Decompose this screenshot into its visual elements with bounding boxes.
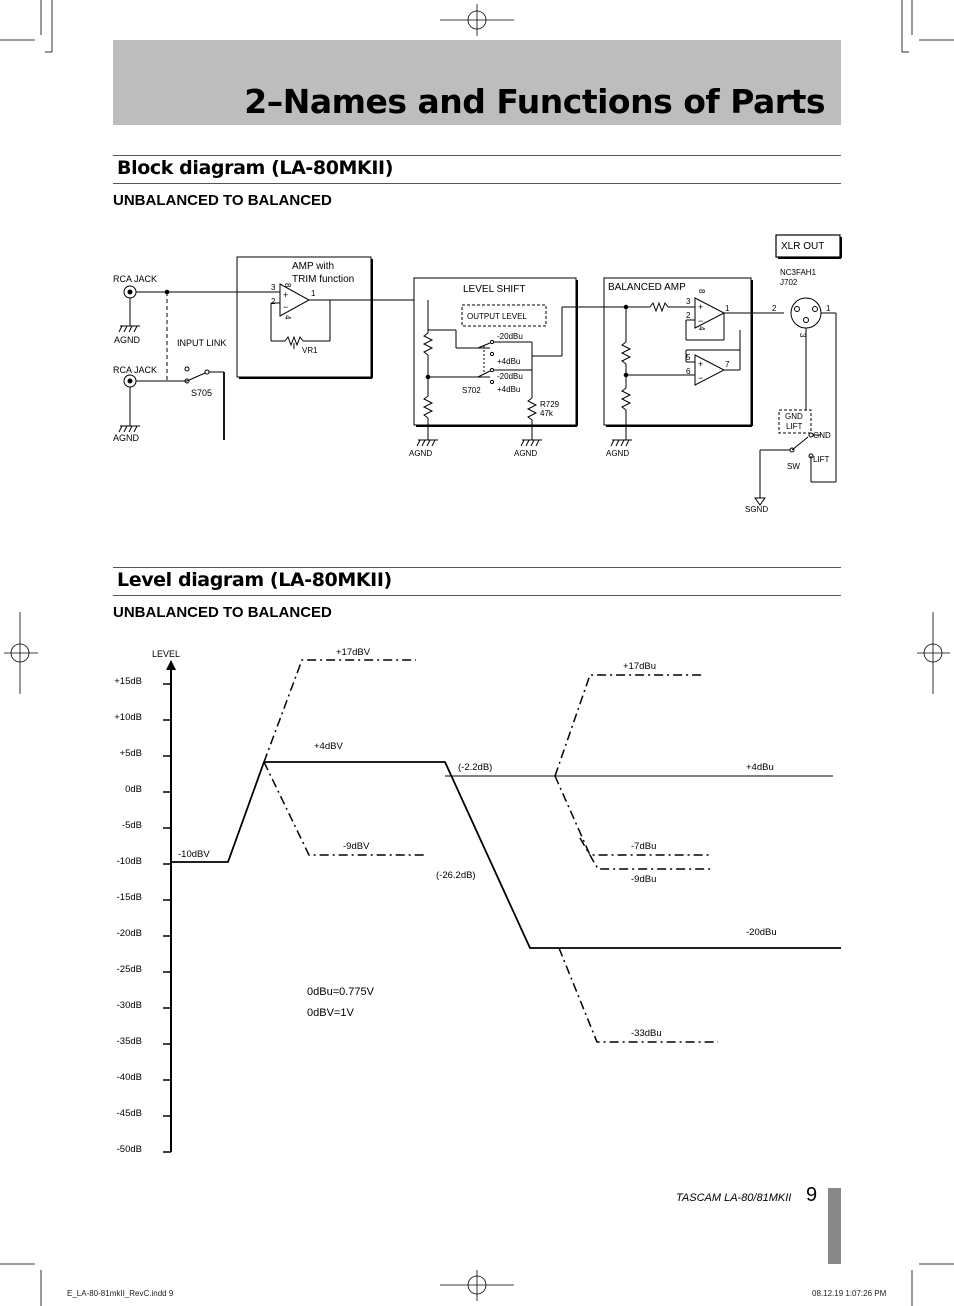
level-tick-label: -40dB bbox=[116, 1072, 142, 1083]
level-tick-label: -45dB bbox=[116, 1108, 142, 1119]
label-m33dbu: -33dBu bbox=[631, 1028, 662, 1039]
level-tick-label: -15dB bbox=[116, 892, 142, 903]
pin-label: 4 bbox=[283, 315, 292, 320]
pin-label: 8 bbox=[283, 283, 292, 288]
main-level-line bbox=[172, 762, 841, 948]
thumb-tab bbox=[828, 1188, 841, 1264]
gnd-lift-label-1: GND bbox=[785, 412, 803, 421]
label-m7dbu: -7dBu bbox=[631, 841, 657, 852]
rca-jack-label-1: RCA JACK bbox=[113, 274, 158, 284]
level-tick-label: -30dB bbox=[116, 1000, 142, 1011]
level-tick-label: -25dB bbox=[116, 964, 142, 975]
page-title: 2–Names and Functions of Parts bbox=[244, 82, 825, 121]
page-number: 9 bbox=[806, 1184, 818, 1206]
plus-sign: + bbox=[698, 359, 704, 369]
pin-label: 7 bbox=[725, 360, 730, 369]
output-level-label: OUTPUT LEVEL bbox=[467, 312, 527, 321]
footer-brand: TASCAM LA-80/81MKII bbox=[676, 1192, 792, 1204]
label-m10dbv: -10dBV bbox=[178, 849, 210, 860]
file-slug: E_LA-80-81mkII_RevC.indd 9 bbox=[67, 1289, 174, 1298]
pin-label: 2 bbox=[271, 297, 276, 306]
note-0dbv: 0dBV=1V bbox=[307, 1007, 354, 1019]
pin-label: 2 bbox=[772, 304, 777, 313]
agnd-label: AGND bbox=[113, 433, 140, 443]
level-tick-label: -35dB bbox=[116, 1036, 142, 1047]
pin-label: 2 bbox=[686, 311, 691, 320]
pin-label: 3 bbox=[686, 297, 691, 306]
level-tick-label: -20dB bbox=[116, 928, 142, 939]
level-tick-label: -50dB bbox=[116, 1144, 142, 1155]
amp-title-1: AMP with bbox=[292, 261, 335, 272]
input-link-label: INPUT LINK bbox=[177, 338, 227, 348]
level-tick-label: +15dB bbox=[114, 676, 142, 687]
label-p4dbu: +4dBu bbox=[746, 762, 774, 773]
pin-label: 1 bbox=[725, 304, 730, 313]
balanced-amp-label: BALANCED AMP bbox=[608, 282, 686, 293]
level-tick-label: +5dB bbox=[119, 748, 142, 759]
sw-label: -20dBu bbox=[497, 372, 523, 381]
level-diagram-subheading: UNBALANCED TO BALANCED bbox=[113, 604, 332, 621]
block-diagram-heading-text: Block diagram (LA-80MKII) bbox=[117, 157, 393, 179]
pin-label: 1 bbox=[311, 289, 316, 298]
label-m26-2db: (-26.2dB) bbox=[436, 870, 476, 881]
pin-label: 3 bbox=[798, 333, 807, 338]
level-tick-label: 0dB bbox=[125, 784, 142, 795]
s705-label: S705 bbox=[191, 388, 213, 398]
sw-label: +4dBu bbox=[497, 385, 521, 394]
plus-sign: + bbox=[283, 290, 289, 300]
xlr-out-label: XLR OUT bbox=[781, 241, 825, 252]
date-slug: 08.12.19 1:07:26 PM bbox=[812, 1289, 887, 1298]
level-diagram-heading-text: Level diagram (LA-80MKII) bbox=[117, 569, 392, 591]
rca-jack-label-2: RCA JACK bbox=[113, 365, 158, 375]
gnd-label: GND bbox=[813, 431, 831, 440]
label-m9dbu: -9dBu bbox=[631, 874, 657, 885]
label-p4dbv: +4dBV bbox=[314, 741, 343, 752]
level-tick-label: -5dB bbox=[121, 820, 142, 831]
plus-sign: + bbox=[698, 302, 704, 312]
agnd-label: AGND bbox=[114, 335, 141, 345]
label-m20dbu: -20dBu bbox=[746, 927, 777, 938]
pin-label: 3 bbox=[271, 283, 276, 292]
minus-sign: − bbox=[698, 373, 704, 383]
pin-label: 8 bbox=[697, 289, 706, 294]
nc3fah1-label: NC3FAH1 bbox=[780, 268, 817, 277]
agnd-label: AGND bbox=[409, 449, 433, 458]
sw-label: +4dBu bbox=[497, 357, 521, 366]
label-m9dbv: -9dBV bbox=[343, 841, 370, 852]
r729-value: 47k bbox=[540, 409, 553, 418]
amp-title-2: TRIM function bbox=[292, 274, 355, 285]
level-tick-label: -10dB bbox=[116, 856, 142, 867]
label-p17dbv: +17dBV bbox=[336, 647, 371, 658]
sw-label: SW bbox=[787, 462, 800, 471]
block-diagram-subheading: UNBALANCED TO BALANCED bbox=[113, 192, 332, 209]
j702-label: J702 bbox=[780, 278, 798, 287]
agnd-label: AGND bbox=[514, 449, 538, 458]
gnd-lift-label-2: LIFT bbox=[786, 422, 803, 431]
r729-label: R729 bbox=[540, 400, 560, 409]
s702-label: S702 bbox=[462, 386, 481, 395]
vr1-label: VR1 bbox=[302, 346, 318, 355]
label-p17dbu: +17dBu bbox=[623, 661, 657, 672]
level-shift-label: LEVEL SHIFT bbox=[463, 284, 526, 295]
minus-sign: − bbox=[698, 316, 704, 326]
lift-label: LIFT bbox=[813, 455, 830, 464]
pin-label: 4 bbox=[697, 326, 706, 331]
minus-sign: − bbox=[283, 302, 289, 312]
label-m2-2db: (-2.2dB) bbox=[458, 762, 493, 773]
sw-label: -20dBu bbox=[497, 332, 523, 341]
pin-label: 1 bbox=[826, 304, 831, 313]
level-tick-label: +10dB bbox=[114, 712, 142, 723]
pin-label: 5 bbox=[686, 353, 691, 362]
pin-label: 6 bbox=[686, 367, 691, 376]
sgnd-label: SGND bbox=[745, 505, 769, 514]
agnd-label: AGND bbox=[606, 449, 630, 458]
note-0dbu: 0dBu=0.775V bbox=[307, 986, 374, 998]
level-axis-title: LEVEL bbox=[152, 649, 181, 659]
